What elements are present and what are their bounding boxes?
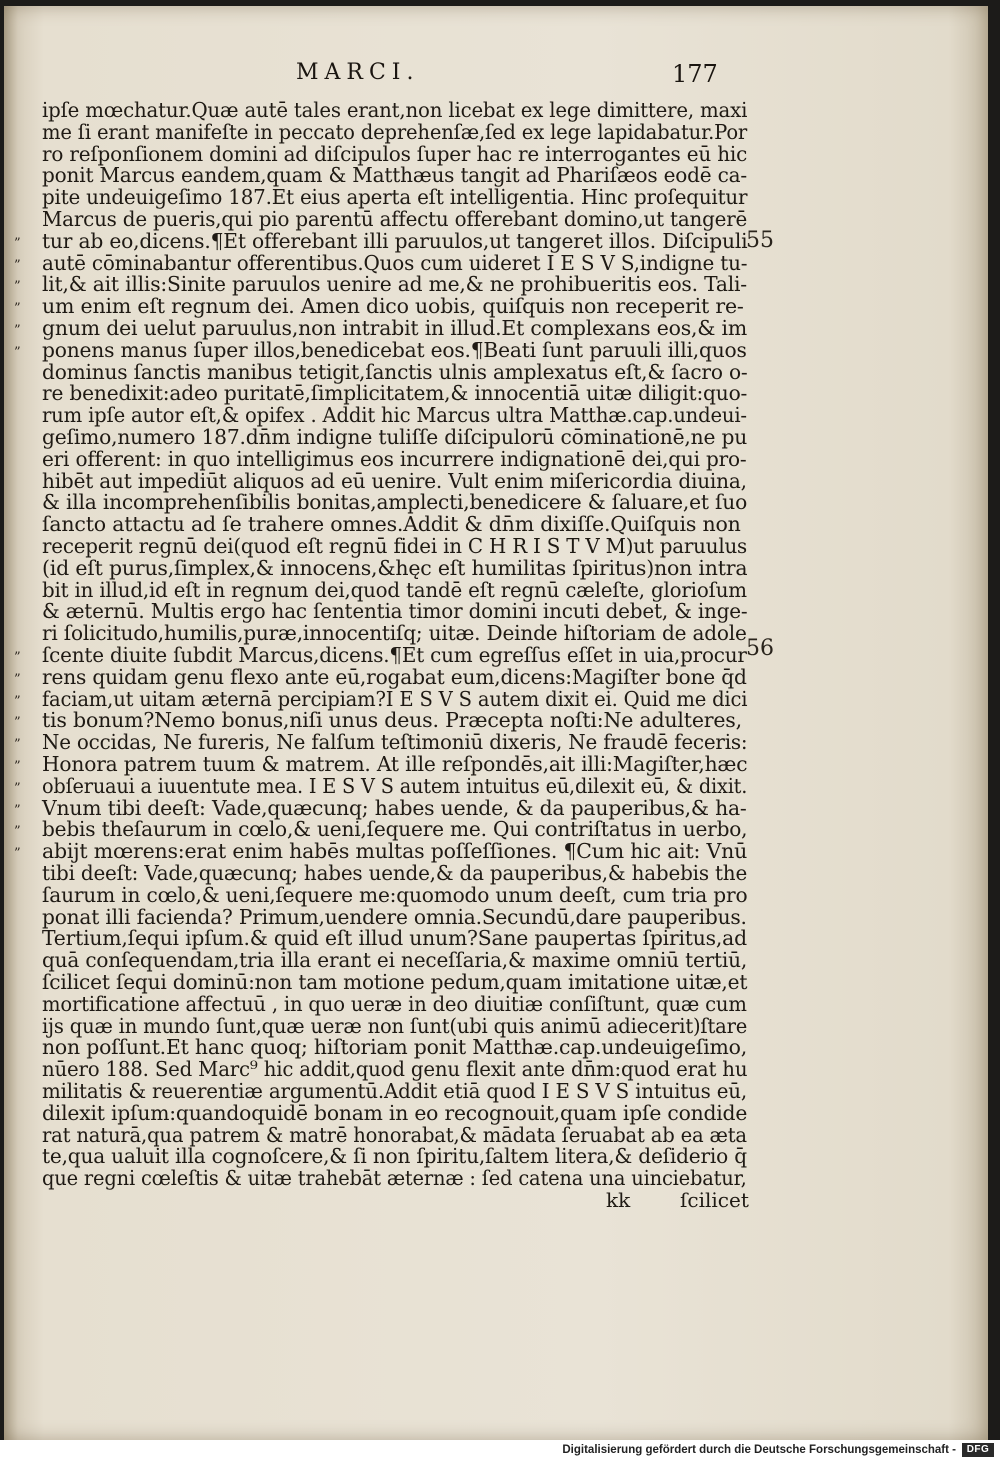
text-line: abijt mœrens:erat enim habēs multas poſſeſſiones. ¶Cum hic ait: Vnū [42,839,748,864]
text-line: (id eſt purus,ſimplex,& innocens,&hęc eſt humilitas ſpiritus)non intra [42,555,748,580]
text-line: rum ipſe autor eſt,& opifex . Addit hic Marcus ultra Matthæ.cap.undeui- [42,403,747,428]
margin-number-55: 55 [746,228,774,253]
marginal-quote-mark: ” [14,650,21,665]
text-line: geſimo,numero 187.dn̄m indigne tuliſſe diſcipulorū cōminationē,ne pu [42,425,748,449]
text-line: militatis & reuerentiæ argumentū.Addit etiā quod I E S V S intuitus eū, [42,1079,748,1103]
text-line: tis bonum?Nemo bonus,niſi unus deus. Præcepta noſti:Ne adulteres, [42,708,742,733]
dfg-logo: DFG [962,1443,994,1457]
text-line: bit in illud,id eſt in regnum dei,quod tandē eſt regnū cæleſte, glorioſum [42,577,747,602]
text-line: Ne occidas, Ne fureris, Ne falſum teſtimoniū dixeris, Ne fraudē feceris: [42,730,748,755]
text-line: te,qua ualuit illa cognoſcere,& ſi non ſpiritu,ſaltem litera,& deſiderio q̄ [42,1144,747,1169]
text-line: lit,& ait illis:Sinite paruulos uenire ad me,& ne prohibueritis eos. Tali- [42,272,747,297]
text-line: & illa incomprehenſibilis bonitas,amplecti,benedicere & ſaluare,et ſuo [42,490,748,515]
marginal-quote-mark: ” [14,780,21,796]
text-line: rat naturā,qua patrem & matrē honorabat,& mādata ſeruabat ab ea æta [42,1122,747,1147]
marginal-quote-mark: ” [14,279,21,295]
footer-credit: Digitalisierung gefördert durch die Deutsche Forschungsgemeinschaft - [562,1444,956,1456]
page-number: 177 [672,60,718,88]
text-line: ſancto attactu ad ſe trahere omnes.Addit & dn̄m dixiſſe.Quiſquis non [42,512,741,537]
marginal-quote-mark: ” [14,257,21,273]
text-line: Honora patrem tuum & matrem. At ille reſpondēs,ait illi:Magiſter,hæc [42,752,748,776]
text-line: rens quidam genu flexo ante eū,rogabat eum,dicens:Magiſter bone q̄d [42,664,747,689]
text-line: Vnum tibi deeſt: Vade,quæcunq; habes uende, & da pauperibus,& ha- [42,795,747,820]
text-line: pite undeuigeſimo 187.Et eius aperta eſt intelligentia. Hinc proſequitur [42,185,748,210]
text-line: nūero 188. Sed Marc⁹ hic addit,quod genu flexit ante dn̄m:quod erat hu [42,1057,748,1082]
marginal-quote-mark: ” [14,715,21,731]
text-line: Marcus de pueris,qui pio parentū affectu offerebant domino,ut tangerē [42,207,748,231]
marginal-quote-mark: ” [14,671,21,687]
marginal-quote-mark: ” [14,301,21,317]
text-line: ponens manus ſuper illos,benedicebat eos.¶Beati ſunt paruuli illi,quos [42,337,747,362]
text-line: autē cōminabantur offerentibus.Quos cum uideret I E S V S,indigne tu- [42,250,748,275]
marginal-quote-mark: ” [14,759,21,774]
margin-number-56: 56 [746,636,774,661]
marginal-quote-mark: ” [14,693,21,709]
text-line: obſeruaui a iuuentute mea. I E S V S autem intuitus eū,dilexit eū, & dixit. [42,773,748,798]
text-line: ponat illi facienda? Primum,uendere omnia.Secundū,dare pauperibus. [42,904,747,929]
running-head: MARCI. [296,60,420,85]
text-line: ri ſolicitudo,humilis,puræ,innocentiſq; uitæ. Deinde hiſtoriam de adole [42,621,747,646]
text-line: um enim eſt regnum dei. Amen dico uobis, quiſquis non receperit re- [42,294,744,319]
text-line: ſcente diuite ſubdit Marcus,dicens.¶Et cum egreſſus eſſet in uia,procur [42,643,747,667]
text-line: mortificatione affectuū , in quo ueræ in deo diuitiæ conſiſtunt, quæ cum [42,991,747,1016]
text-line: ro reſponſionem domini ad diſcipulos ſuper hac re interrogantes eū hic [42,141,748,166]
text-line: dominus ſanctis manibus tetigit,ſanctis ulnis amplexatus eſt,& ſacro o- [42,359,748,384]
text-line: ijs quæ in mundo ſunt,quæ ueræ non ſunt(ubi quis animū adiecerit)ſtare [42,1013,748,1038]
text-line: non poſſunt.Et hanc quoq; hiſtoriam ponit Matthæ.cap.undeuigeſimo, [42,1035,748,1060]
signature-mark: kk [606,1188,631,1212]
text-line: ipſe mœchatur.Quæ autē tales erant,non licebat ex lege dimittere, maxi [42,98,748,122]
text-line: receperit regnū dei(quod eſt regnū fidei in C H R I S T V M)ut paruulus [42,534,748,558]
marginal-quote-mark: ” [14,802,21,818]
marginal-quote-mark: ” [14,344,21,360]
marginal-quote-mark: ” [14,737,21,753]
text-line: gnum dei uelut paruulus,non intrabit in illud.Et complexans eos,& im [42,316,748,340]
text-line: bebis theſaurum in cœlo,& ueni,ſequere me. Qui contriſtatus in uerbo, [42,817,748,842]
text-line: & æternū. Multis ergo hac ſententia timor domini incuti debet, & inge- [42,599,748,624]
text-line: ſaurum in cœlo,& ueni,ſequere me:quomodo unum deeſt, cum tria pro [42,882,748,907]
text-line: ponit Marcus eandem,quam & Matthæus tangit ad Phariſæos eodē ca- [42,163,747,188]
text-line: tibi deeſt: Vade,quæcunq; habes uende,& da pauperibus,& habebis the [42,861,748,885]
catchword: ſcilicet [680,1188,749,1212]
text-line: me ſi erant manifeſte in peccato deprehenſæ,ſed ex lege lapidabatur.Por [42,119,748,144]
text-line: ſcilicet ſequi dominū:non tam motione pedum,quam imitatione uitæ,et [42,970,748,994]
text-line: tur ab eo,dicens.¶Et offerebant illi paruulos,ut tangeret illos. Diſcipuli [42,228,748,253]
text-line: quā conſequendam,tria illa erant ei neceſſaria,& maxime omniū tertiū, [42,948,748,973]
text-line: dilexit ipſum:quandoquidē bonam in eo recognouit,quam ipſe condide [42,1100,748,1125]
text-line: Tertium,ſequi ipſum.& quid eſt illud unum?Sane paupertas ſpiritus,ad [42,926,747,951]
text-line: hibēt aut impediūt aliquos ad eū uenire. Vult enim miſericordia diuina, [42,468,747,493]
marginal-quote-mark: ” [14,846,21,862]
text-line: eri offerent: in quo intelligimus eos incurrere indignationē dei,qui pro- [42,446,747,471]
marginal-quote-mark: ” [14,323,21,338]
text-line: que regni cœleſtis & uitæ trahebāt æternæ : ſed catena una uinciebatur, [42,1166,747,1191]
marginal-quote-mark: ” [14,235,21,251]
text-line: faciam,ut uitam æternā percipiam?I E S V S autem dixit ei. Quid me dici [42,686,748,711]
text-line: re benedixit:adeo puritatē,ſimplicitatem,& innocentiā uitæ diligit:quo- [42,381,748,406]
marginal-quote-mark: ” [14,824,21,840]
